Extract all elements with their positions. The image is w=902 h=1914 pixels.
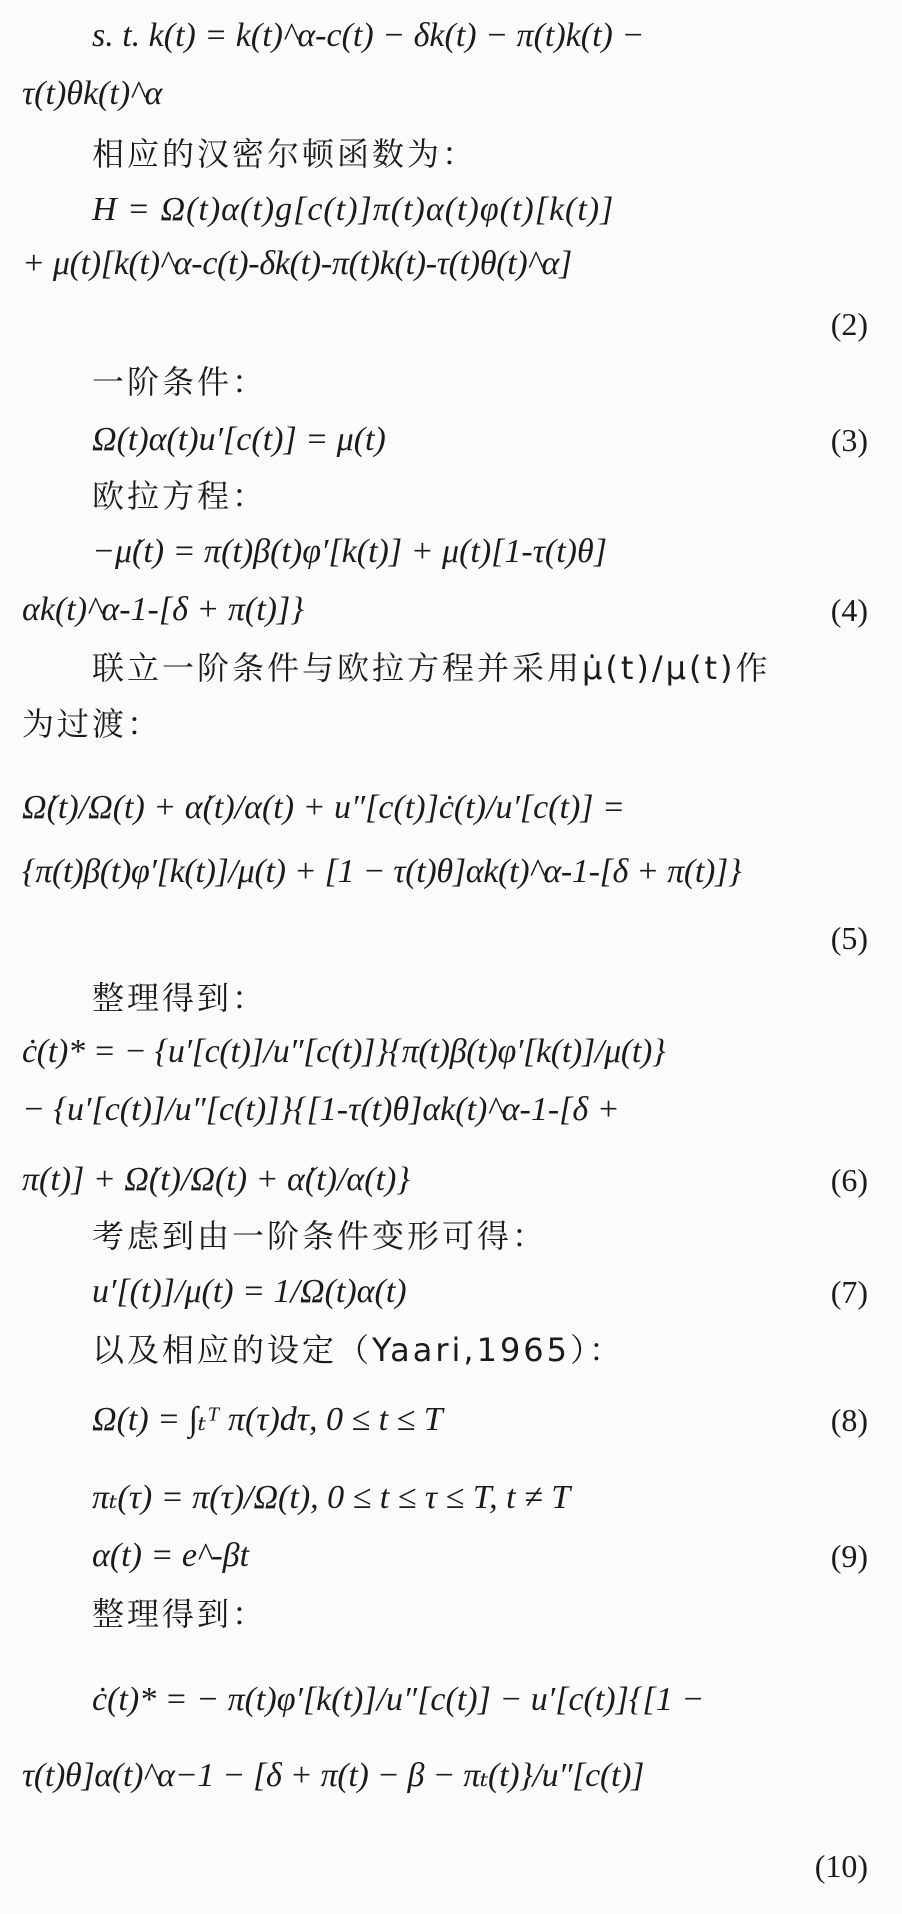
equation-number-7: (7): [830, 1274, 868, 1310]
equation-number-4: (4): [830, 592, 868, 628]
omega-definition: Ω(t) = ∫ₜᵀ π(τ)dτ, 0 ≤ t ≤ T: [92, 1401, 443, 1438]
final-line-1: ċ(t)* = − π(t)φ′[k(t)]/u″[c(t)] − u′[c(t)]{[1 −: [92, 1681, 705, 1718]
equation-number-5: (5): [830, 920, 868, 956]
equation-number-8: (8): [830, 1402, 868, 1438]
hamiltonian-line-1: H = Ω(t)α(t)g[c(t)]π(t)α(t)φ(t)[k(t)]: [92, 191, 615, 228]
deformation-text: 考虑到由一阶条件变形可得：: [92, 1217, 548, 1255]
first-order-equation: Ω(t)α(t)u′[c(t)] = μ(t): [92, 421, 386, 458]
final-line-2: τ(t)θ]α(t)^α−1 − [δ + π(t) − β − πₜ(t)}/u″[c(t)]: [22, 1757, 645, 1794]
euler-line-1: −μ̇(t) = π(t)β(t)φ′[k(t)] + μ(t)[1-τ(t)θ]: [92, 533, 607, 570]
pi-definition: πₜ(τ) = π(τ)/Ω(t), 0 ≤ t ≤ τ ≤ T, t ≠ T: [92, 1479, 571, 1516]
hamiltonian-intro: 相应的汉密尔顿函数为：: [92, 135, 478, 173]
constraint-line-1: s. t. k(t) = k(t)^α-c(t) − δk(t) − π(t)k(t) −: [92, 17, 645, 54]
equation-number-10: (10): [814, 1848, 868, 1884]
constraint-line-2: τ(t)θk(t)^α: [22, 75, 163, 112]
settings-text: 以及相应的设定（Yaari,1965）：: [92, 1331, 625, 1369]
combine-text-line-1: 联立一阶条件与欧拉方程并采用μ̇(t)/μ(t)作: [92, 649, 771, 687]
euler-line-2: αk(t)^α-1-[δ + π(t)]}: [22, 591, 304, 628]
first-order-heading: 一阶条件：: [92, 363, 268, 401]
euler-heading: 欧拉方程：: [92, 477, 268, 515]
equation-number-9: (9): [830, 1538, 868, 1574]
combined-line-2: {π(t)β(t)φ′[k(t)]/μ(t) + [1 − τ(t)θ]αk(t)^α-1-[δ + π(t)]}: [22, 853, 742, 890]
combined-line-1: Ω̇(t)/Ω(t) + α̇(t)/α(t) + u″[c(t)]ċ(t)/u′[c(t)] =: [22, 789, 625, 826]
hamiltonian-line-2: + μ(t)[k(t)^α-c(t)-δk(t)-π(t)k(t)-τ(t)θ(t)^α]: [22, 245, 572, 282]
alpha-definition: α(t) = e^-βt: [92, 1537, 250, 1574]
rearranged-line-2: − {u′[c(t)]/u″[c(t)]}{[1-τ(t)θ]αk(t)^α-1-[δ +: [22, 1091, 620, 1128]
rearranged-line-1: ċ(t)* = − {u′[c(t)]/u″[c(t)]}{π(t)β(t)φ′[k(t)]/μ(t)}: [22, 1033, 666, 1070]
equation-number-6: (6): [830, 1162, 868, 1198]
equation-number-2: (2): [830, 306, 868, 342]
deformed-equation: u′[(t)]/μ(t) = 1/Ω(t)α(t): [92, 1273, 407, 1310]
combine-text-line-2: 为过渡：: [22, 705, 163, 743]
rearranged-line-3: π(t)] + Ω̇(t)/Ω(t) + α̇(t)/α(t)}: [22, 1161, 410, 1198]
equation-number-3: (3): [830, 422, 868, 458]
rearrange-heading-2: 整理得到：: [92, 1595, 268, 1633]
rearrange-heading-1: 整理得到：: [92, 979, 268, 1017]
